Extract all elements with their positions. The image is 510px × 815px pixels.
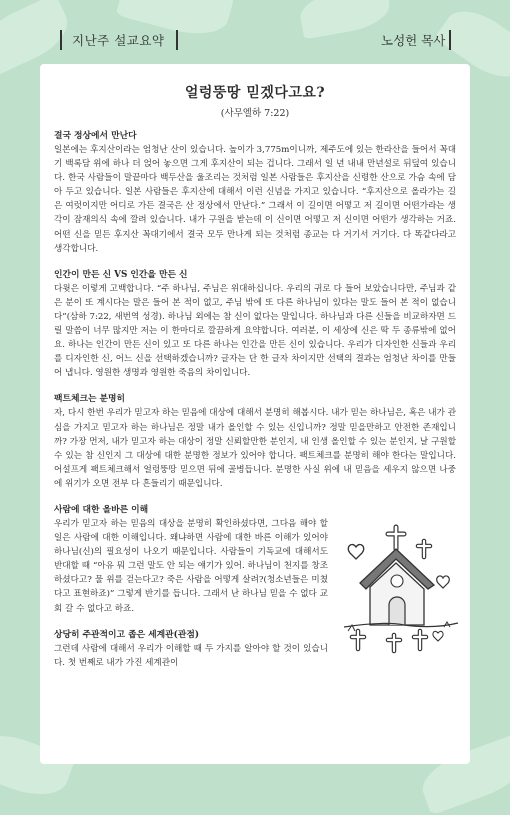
section-paragraph: 일본에는 후지산이라는 엄청난 산이 있습니다. 높이가 3,775m이니까, 제주도에 있는 한라산을 들어서 꼭대기 백록담 위에 하나 더 얹어 놓으면 그게 후지산이 되는 겁니다. 그래서 일 년 내내 만년설로 뒤덮여 있습니다. 한국 사람들이 말끝마다 백두산을 울조리는 것처럼 일본 사람들은 후지산을 신령한 산으로 가슴 속에 담아 두고 있습니다. 일본 사람들은 후지산에 대해서 이런 신념을 가지고 있습니다. “후지산으로 올라가는 길은 여럿이지만 어디로 가든 결국은 산 정상에서 만난다.” 그래서 이 길이면 어떻고 저 길이면 어떤가라는 생각이 잠재의식 속에 깔려 있습니다. 내가 구원을 받는데 이 신이면 어떻고 저 신이면 어떤가 생각하는 거죠. 어떤 신을 믿든 후지산 꼭대기에서 결국 모두 만나게 되는 것처럼 종교는 다 거기서 거기다. 다 똑같다라고 생각합니다. [54, 145, 456, 254]
header-divider [60, 30, 62, 50]
section-heading: 팩트체크는 분명히 [54, 394, 126, 405]
section-heading: 사람에 대한 올바른 이해 [54, 504, 149, 515]
section-paragraph: 그런데 사람에 대해서 우리가 이해할 때 두 가지를 알아야 할 것이 있습니다. 첫 번째로 내가 가진 세계관이 [54, 643, 328, 668]
scripture-reference: (사무엘하 7:22) [220, 108, 290, 119]
section-paragraph: 다윗은 이렇게 고백합니다. “주 하나님, 주님은 위대하십니다. 우리의 귀로 다 들어 보았습니다만, 주님과 같은 분이 또 계시다는 말은 들어 본 적이 없고, 주님 밖에 또 다른 하나님이 있다는 말도 들어 본 적이 없습니다”(삼하 7:22, 새번역 성경). 하나님 외에는 참 신이 없다는 말입니다. 하나님과 다른 신들을 비교하자면 드릴 말씀이 너무 많지만 저는 이 한마디로 깔끔하게 요약합니다. 여러분, 이 세상에 신은 딱 두 종류밖에 없어요. 하나는 인간이 만든 신이 있고 또 다른 하나는 인간을 만든 신이 있습니다. 우리가 디자인한 신들과 우리를 디자인한 신, 어느 신을 선택하겠습니까? 글자는 단 한 글자 차이지만 선택의 결과는 엄청난 차이를 만들어 냅니다. 영원한 생명과 영원한 죽음의 차이입니다. [54, 283, 456, 379]
sermon-body [54, 129, 456, 682]
section-heading: 결국 정상에서 만난다 [54, 131, 137, 141]
section-heading: 상당히 주관적이고 좁은 세계관(관점) [54, 629, 199, 640]
section-label: 지난주 설교요약 [72, 33, 165, 48]
page-header [0, 0, 510, 60]
header-divider [449, 30, 451, 50]
church-house-illustration [334, 519, 462, 657]
sermon-summary-page [40, 64, 470, 764]
sermon-title-block [40, 82, 470, 119]
section-heading: 인간이 만든 신 VS 인간을 만든 신 [54, 269, 188, 280]
section-paragraph: 우리가 믿고자 하는 믿음의 대상을 분명히 확인하셨다면, 그다음 해야 할 일은 사람에 대한 이해입니다. 왜냐하면 사람에 대한 바른 이해가 있어야 하나님(신)의 필요성이 나오기 때문입니다. 사람들이 기독교에 대해서도 반대할 때 “아유 뭐 그런 말도 안 되는 얘기가 있어. 하나님이 천지를 창조하셨다고? 물 위를 걷는다고? 죽은 사람을 어떻게 살려?(청소년들은 미쳤다고 표현하죠)” 그렇게 반기를 듭니다. 그래서 난 하나님 믿을 수 없다 교회 갈 수 없다고 하죠. [54, 518, 328, 614]
sermon-title: 얼렁뚱땅 믿겠다고요? [184, 85, 326, 101]
author-name: 노성헌 목사 [381, 33, 446, 48]
section-paragraph: 자, 다시 한번 우리가 믿고자 하는 믿음에 대상에 대해서 분명히 해봅시다. 내가 믿는 하나님은, 혹은 내가 관심을 가지고 믿고자 하는 하나님은 정말 내가 올인할 수 있는 신입니까? 정말 믿을만하고 안전한 존재입니까? 가장 먼저, 내가 믿고자 하는 대상이 정말 신뢰할만한 분인지, 내 인생 올인할 수 있는 분인지, 날 구원할 수 있는 참 신인지 그 대상에 대한 분명한 정보가 있어야 합니다. 팩트체크를 분명히 해야 한다는 말입니다. 어설프게 팩트체크해서 얼렁뚱땅 믿으면 뒤에 골병듭니다. 분명한 사실 위에 내 믿음을 세우지 않으면 나중에 위기가 오면 전부 다 흔들리기 때문입니다. [54, 408, 456, 489]
header-divider [176, 30, 178, 50]
